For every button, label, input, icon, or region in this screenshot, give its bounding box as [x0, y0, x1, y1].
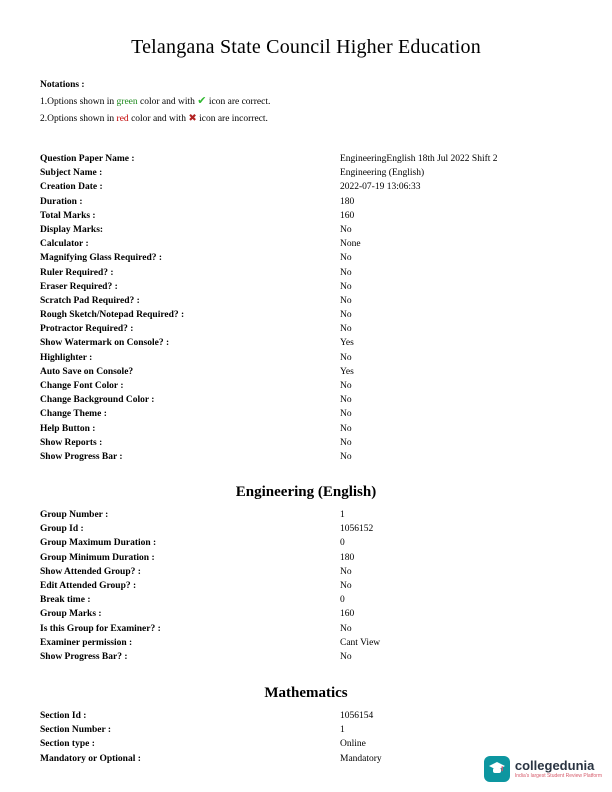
kv-row	[40, 266, 592, 280]
field-label: Change Background Color :	[40, 395, 155, 406]
kv-row	[40, 622, 592, 636]
notation-line-incorrect	[40, 113, 270, 125]
kv-row	[40, 209, 592, 223]
field-value: No	[340, 623, 352, 634]
field-value: No	[340, 381, 352, 391]
field-value: Engineering (English)	[340, 168, 425, 179]
kv-row	[40, 508, 592, 522]
logo-name: collegedunia	[514, 758, 595, 773]
field-value: 160	[340, 609, 355, 620]
field-label: Total Marks :	[40, 210, 96, 221]
field-label: Mandatory or Optional :	[40, 753, 141, 764]
field-label: Auto Save on Console?	[40, 366, 134, 377]
group-section-heading: Engineering (English)	[235, 484, 377, 500]
field-value: 2022-07-19 13:06:33	[340, 182, 421, 193]
field-value: No	[340, 437, 352, 448]
field-value: 0	[340, 595, 345, 606]
kv-row	[40, 365, 592, 379]
kv-row	[40, 379, 592, 393]
page-title: Telangana State Council Higher Education	[131, 36, 481, 58]
kv-row	[40, 166, 592, 180]
kv-row	[40, 393, 592, 407]
kv-row	[40, 351, 592, 365]
field-label: Group Minimum Duration :	[40, 552, 155, 563]
kv-row	[40, 551, 592, 565]
kv-row	[40, 308, 592, 322]
kv-row	[40, 436, 592, 450]
kv-row	[40, 251, 592, 265]
check-icon: ✔	[197, 95, 207, 107]
field-label: Show Watermark on Console? :	[40, 338, 170, 349]
field-value: Yes	[340, 366, 354, 377]
field-value: No	[340, 281, 352, 292]
field-label: Section Id :	[40, 711, 87, 721]
kv-row	[40, 450, 592, 464]
group-metadata-list	[40, 508, 592, 664]
notation-line-correct	[40, 96, 270, 108]
collegedunia-mascot-icon	[484, 756, 510, 782]
logo-text-column	[515, 759, 602, 779]
field-value: 1056152	[340, 524, 374, 535]
green-word: green	[116, 97, 138, 107]
field-value: No	[340, 651, 352, 662]
field-value: 1	[340, 725, 345, 736]
field-value: No	[340, 423, 352, 434]
field-label: Is this Group for Examiner? :	[40, 623, 161, 634]
field-value: Online	[340, 739, 366, 750]
kv-row	[40, 607, 592, 621]
field-value: No	[340, 409, 352, 420]
field-label: Display Marks:	[40, 224, 104, 235]
notation-text: color and with	[137, 97, 198, 107]
kv-row	[40, 522, 592, 536]
field-value: Yes	[340, 338, 354, 349]
field-label: Scratch Pad Required? :	[40, 295, 140, 306]
field-label: Show Attended Group? :	[40, 566, 141, 577]
field-label: Subject Name :	[40, 168, 103, 179]
field-value: No	[340, 580, 352, 591]
field-value: None	[340, 239, 361, 250]
notation-text: icon are incorrect.	[196, 114, 268, 124]
field-value: No	[340, 253, 352, 264]
notation-text: 1.Options shown in	[40, 97, 117, 107]
field-value: No	[340, 224, 352, 235]
field-value: No	[340, 566, 352, 577]
field-label: Calculator :	[40, 239, 89, 250]
kv-row	[40, 195, 592, 209]
field-label: Section type :	[40, 739, 95, 750]
kv-row	[40, 152, 592, 166]
field-label: Eraser Required? :	[40, 281, 118, 292]
kv-row	[40, 280, 592, 294]
field-label: Creation Date :	[40, 182, 103, 193]
field-value: 1056154	[340, 711, 374, 721]
field-label: Rough Sketch/Notepad Required? :	[40, 310, 185, 321]
field-value: No	[340, 352, 352, 363]
field-value: No	[340, 310, 352, 321]
field-value: No	[340, 295, 352, 306]
field-value: No	[340, 395, 352, 406]
kv-row	[40, 422, 592, 436]
collegedunia-logo	[484, 756, 602, 782]
field-label: Break time :	[40, 595, 91, 606]
kv-row	[40, 565, 592, 579]
logo-tagline: India's largest Student Review Platform	[514, 773, 602, 779]
field-value: 0	[340, 538, 345, 549]
notations-block	[40, 80, 270, 130]
kv-row	[40, 593, 592, 607]
field-value: 1	[340, 510, 345, 520]
notation-text: icon are correct.	[206, 97, 271, 107]
field-label: Duration :	[40, 196, 83, 207]
field-label: Question Paper Name :	[40, 154, 135, 164]
kv-row	[40, 336, 592, 350]
field-label: Help Button :	[40, 423, 96, 434]
field-value: 160	[340, 210, 355, 221]
field-label: Show Progress Bar :	[40, 451, 123, 462]
kv-row	[40, 322, 592, 336]
field-label: Change Theme :	[40, 409, 107, 420]
kv-row	[40, 180, 592, 194]
kv-row	[40, 723, 592, 737]
notation-text: color and with	[128, 114, 189, 124]
kv-row	[40, 536, 592, 550]
field-label: Section Number :	[40, 725, 112, 736]
math-section-heading: Mathematics	[264, 685, 348, 701]
field-label: Protractor Required? :	[40, 324, 134, 335]
notations-heading: Notations :	[40, 80, 85, 90]
field-value: 180	[340, 196, 355, 207]
field-label: Show Reports :	[40, 437, 103, 448]
field-label: Highlighter :	[40, 352, 93, 363]
field-label: Change Font Color :	[40, 381, 124, 391]
field-value: 180	[340, 552, 355, 563]
kv-row	[40, 709, 592, 723]
field-value: EngineeringEnglish 18th Jul 2022 Shift 2	[340, 154, 498, 164]
field-value: No	[340, 451, 352, 462]
field-label: Edit Attended Group? :	[40, 580, 137, 591]
field-value: No	[340, 324, 352, 335]
field-label: Ruler Required? :	[40, 267, 114, 278]
red-word: red	[116, 114, 129, 124]
cross-icon: ✖	[188, 113, 197, 124]
field-value: Cant View	[340, 637, 381, 648]
kv-row	[40, 737, 592, 751]
field-label: Magnifying Glass Required? :	[40, 253, 163, 264]
field-value: Mandatory	[340, 753, 382, 764]
field-label: Group Maximum Duration :	[40, 538, 157, 549]
kv-row	[40, 650, 592, 664]
field-label: Show Progress Bar? :	[40, 651, 128, 662]
notation-text: 2.Options shown in	[40, 114, 117, 124]
field-label: Group Number :	[40, 510, 109, 520]
kv-row	[40, 636, 592, 650]
field-label: Examiner permission :	[40, 637, 133, 648]
kv-row	[40, 223, 592, 237]
kv-row	[40, 237, 592, 251]
paper-metadata-list	[40, 152, 592, 464]
field-value: No	[340, 267, 352, 278]
kv-row	[40, 579, 592, 593]
field-label: Group Id :	[40, 524, 84, 535]
kv-row	[40, 294, 592, 308]
kv-row	[40, 407, 592, 421]
field-label: Group Marks :	[40, 609, 102, 620]
